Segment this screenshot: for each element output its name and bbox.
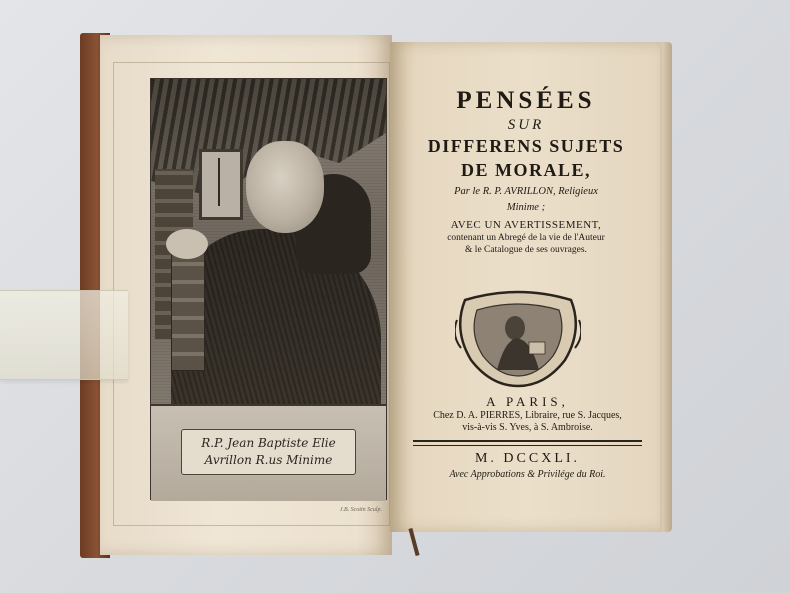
content-line-1: contenant un Abregé de la vie de l'Auteur [447, 233, 605, 243]
printer-vignette [455, 290, 581, 388]
engraver-credit: J.B. Scotin Sculp. [339, 507, 382, 513]
book-title: PENSÉES [456, 87, 596, 114]
imprint-place: A PARIS, [486, 394, 569, 409]
printer-line-2: vis-à-vis S. Yves, à S. Ambroise. [462, 422, 593, 433]
content-line-2: & le Catalogue de ses ouvrages. [465, 245, 587, 255]
avertissement-line: AVEC UN AVERTISSEMENT, [450, 219, 602, 231]
portrait-caption [181, 429, 356, 475]
caption-line-1: R.P. Jean Baptiste Elie [201, 436, 336, 450]
author-line-1: Par le R. P. AVRILLON, Religieux [454, 186, 598, 197]
title-line-3: DE MORALE, [460, 160, 591, 180]
printer-line-1: Chez D. A. PIERRES, Libraire, rue S. Jacques, [433, 410, 622, 421]
imprint-block [405, 394, 650, 481]
caption-line-2: Avrillon R.us Minime [204, 453, 333, 467]
translucent-bookmark-strip [0, 290, 128, 380]
ribbon-marker [408, 528, 419, 556]
vignette-figure-head [505, 316, 525, 340]
title-line-2: DIFFERENS SUJETS [427, 136, 625, 156]
author-line-2: Minime ; [506, 202, 546, 213]
title-sur: SUR [507, 117, 545, 133]
approbation-line: Avec Approbations & Privilége du Roi. [449, 469, 606, 480]
crucifix-picture [199, 149, 243, 220]
monk-face [246, 141, 324, 233]
frontispiece-portrait-engraving [150, 78, 387, 513]
vignette-book [529, 342, 545, 354]
held-book [171, 249, 205, 371]
double-rule-divider [413, 440, 642, 446]
title-block [410, 86, 642, 256]
monk-hand [166, 229, 208, 259]
publication-year: M. DCCXLI. [474, 451, 581, 466]
